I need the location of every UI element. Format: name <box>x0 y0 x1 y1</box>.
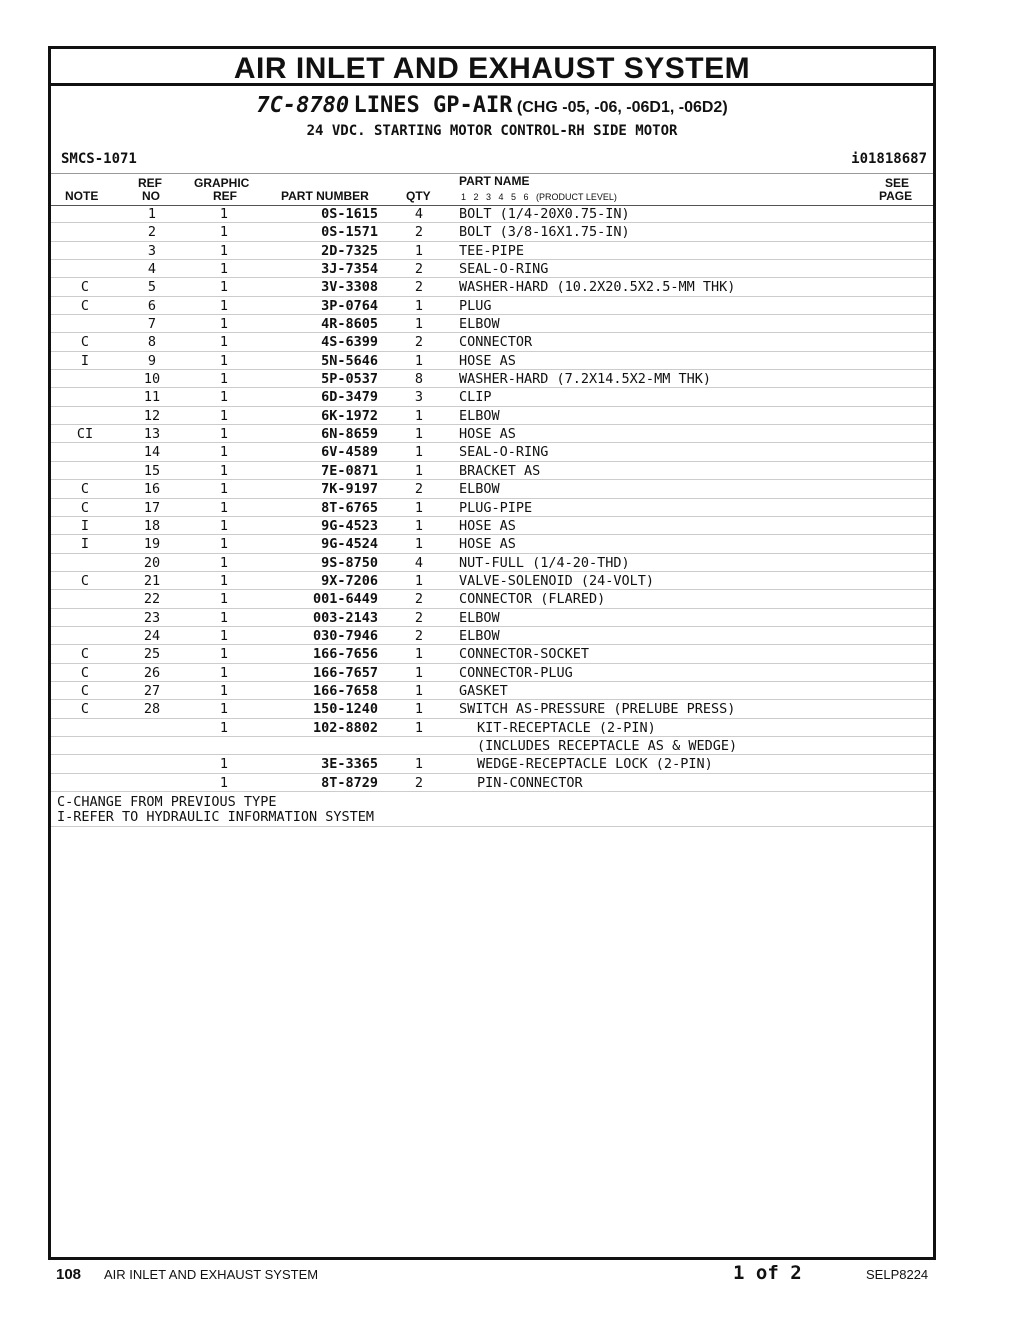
part-name-cell: CONNECTOR-SOCKET <box>459 646 590 663</box>
part-number-cell: 6D-3479 <box>321 389 378 406</box>
part-number-cell: 030-7946 <box>312 627 378 644</box>
ref-no-cell: 13 <box>143 426 161 443</box>
qty-cell: 1 <box>414 756 424 773</box>
table-row <box>51 480 933 498</box>
ref-no-cell: 11 <box>143 389 161 406</box>
note-cell: C <box>80 279 90 296</box>
group-part-number: 7C-8780 <box>256 93 350 118</box>
table-row <box>51 407 933 425</box>
part-name-cell: HOSE AS <box>459 352 516 369</box>
table-row <box>51 609 933 627</box>
part-name-cell: HOSE AS <box>459 517 516 534</box>
qty-cell: 1 <box>414 316 424 333</box>
note-cell: CI <box>76 426 94 443</box>
part-name-cell: ELBOW <box>459 627 500 644</box>
part-name-cell: ELBOW <box>459 316 500 333</box>
part-number-cell: 001-6449 <box>312 591 378 608</box>
qty-cell: 1 <box>414 499 424 516</box>
col-part-number: PART NUMBER <box>281 189 369 203</box>
part-name-cell: CLIP <box>459 389 492 406</box>
part-name-cell: SWITCH AS-PRESSURE (PRELUBE PRESS) <box>459 701 736 718</box>
part-number-cell: 166-7656 <box>312 646 378 663</box>
part-name-cell: NUT-FULL (1/4-20-THD) <box>459 554 630 571</box>
table-row <box>51 333 933 351</box>
part-number-cell: 6K-1972 <box>321 407 378 424</box>
table-row <box>51 443 933 461</box>
qty-cell: 1 <box>414 352 424 369</box>
table-row <box>51 352 933 370</box>
part-number-cell: 7E-0871 <box>321 462 378 479</box>
graphic-ref-cell: 1 <box>219 719 229 736</box>
graphic-ref-cell: 1 <box>219 444 229 461</box>
note-cell: C <box>80 481 90 498</box>
part-name-cell: HOSE AS <box>459 536 516 553</box>
graphic-ref-cell: 1 <box>219 261 229 278</box>
ref-no-cell: 2 <box>147 224 157 241</box>
ref-no-cell: 19 <box>143 536 161 553</box>
graphic-ref-cell: 1 <box>219 756 229 773</box>
graphic-ref-cell: 1 <box>219 627 229 644</box>
footer-section-title: AIR INLET AND EXHAUST SYSTEM <box>104 1267 319 1282</box>
part-name-cell: KIT-RECEPTACLE (2-PIN) <box>477 719 656 736</box>
qty-cell: 1 <box>414 444 424 461</box>
table-row <box>51 645 933 663</box>
note-cell: C <box>80 664 90 681</box>
part-number-cell: 166-7658 <box>312 682 378 699</box>
table-row <box>51 370 933 388</box>
ref-no-cell: 5 <box>147 279 157 296</box>
part-name-cell: ELBOW <box>459 407 500 424</box>
table-row <box>51 388 933 406</box>
part-number-cell: 3J-7354 <box>321 261 378 278</box>
illustration-id: i01818687 <box>851 151 927 167</box>
part-name-cell: ELBOW <box>459 481 500 498</box>
part-number-cell: 3P-0764 <box>321 297 378 314</box>
part-number-cell: 7K-9197 <box>321 481 378 498</box>
table-row <box>51 719 933 737</box>
note-cell: C <box>80 297 90 314</box>
col-graphic-bottom: REF <box>213 189 237 203</box>
graphic-ref-cell: 1 <box>219 554 229 571</box>
qty-cell: 2 <box>414 481 424 498</box>
ref-no-cell: 6 <box>147 297 157 314</box>
qty-cell: 2 <box>414 334 424 351</box>
ref-no-cell: 22 <box>143 591 161 608</box>
note-cell: I <box>80 517 90 534</box>
table-row <box>51 462 933 480</box>
table-header <box>51 173 933 206</box>
table-row <box>51 278 933 296</box>
col-qty: QTY <box>406 189 431 203</box>
ref-no-cell: 28 <box>143 701 161 718</box>
part-name-cell: PIN-CONNECTOR <box>477 774 583 791</box>
part-number-cell: 9S-8750 <box>321 554 378 571</box>
note-change: C-CHANGE FROM PREVIOUS TYPE <box>57 794 277 810</box>
ref-no-cell: 7 <box>147 316 157 333</box>
qty-cell: 2 <box>414 609 424 626</box>
note-cell: C <box>80 682 90 699</box>
ref-no-cell: 8 <box>147 334 157 351</box>
part-name-cell: WASHER-HARD (7.2X14.5X2-MM THK) <box>459 371 711 388</box>
part-number-cell: 8T-8729 <box>321 774 378 791</box>
parts-table-body <box>51 205 933 792</box>
qty-cell: 2 <box>414 591 424 608</box>
table-row <box>51 590 933 608</box>
note-cell: C <box>80 499 90 516</box>
col-see-top: SEE <box>885 176 910 190</box>
qty-cell: 4 <box>414 554 424 571</box>
ref-no-cell: 3 <box>147 242 157 259</box>
sheet-indicator: 1 of 2 <box>733 1262 802 1284</box>
graphic-ref-cell: 1 <box>219 389 229 406</box>
part-name-cell: (INCLUDES RECEPTACLE AS & WEDGE) <box>477 737 738 754</box>
qty-cell: 8 <box>414 371 424 388</box>
part-name-cell: PLUG <box>459 297 492 314</box>
part-number-cell: 0S-1615 <box>321 206 378 222</box>
ref-no-cell: 1 <box>147 206 157 222</box>
ref-no-cell: 10 <box>143 371 161 388</box>
graphic-ref-cell: 1 <box>219 481 229 498</box>
page-title: AIR INLET AND EXHAUST SYSTEM <box>51 49 933 86</box>
graphic-ref-cell: 1 <box>219 224 229 241</box>
graphic-ref-cell: 1 <box>219 517 229 534</box>
note-cell: I <box>80 352 90 369</box>
table-row <box>51 425 933 443</box>
qty-cell: 1 <box>414 407 424 424</box>
ref-no-cell: 12 <box>143 407 161 424</box>
part-name-cell: BOLT (1/4-20X0.75-IN) <box>459 206 630 222</box>
part-name-cell: SEAL-O-RING <box>459 444 549 461</box>
ref-no-cell: 4 <box>147 261 157 278</box>
ref-no-cell: 24 <box>143 627 161 644</box>
qty-cell: 1 <box>414 536 424 553</box>
qty-cell: 1 <box>414 242 424 259</box>
ref-no-cell: 27 <box>143 682 161 699</box>
ref-no-cell: 21 <box>143 572 161 589</box>
table-row <box>51 205 933 223</box>
graphic-ref-cell: 1 <box>219 572 229 589</box>
smcs-code: SMCS-1071 <box>61 151 137 167</box>
ref-no-cell: 20 <box>143 554 161 571</box>
part-number-cell: 9X-7206 <box>321 572 378 589</box>
part-number-cell: 150-1240 <box>312 701 378 718</box>
col-graphic-top: GRAPHIC <box>194 176 250 190</box>
table-row <box>51 737 933 755</box>
ref-no-cell: 23 <box>143 609 161 626</box>
ref-no-cell: 18 <box>143 517 161 534</box>
part-name-cell: BRACKET AS <box>459 462 541 479</box>
part-number-cell: 0S-1571 <box>321 224 378 241</box>
qty-cell: 1 <box>414 664 424 681</box>
qty-cell: 1 <box>414 682 424 699</box>
part-number-cell: 6N-8659 <box>321 426 378 443</box>
qty-cell: 4 <box>414 206 424 222</box>
table-row <box>51 664 933 682</box>
ref-no-cell: 26 <box>143 664 161 681</box>
part-number-cell: 6V-4589 <box>321 444 378 461</box>
table-row <box>51 260 933 278</box>
part-name-cell: CONNECTOR (FLARED) <box>459 591 606 608</box>
note-cell: C <box>80 572 90 589</box>
qty-cell: 2 <box>414 627 424 644</box>
graphic-ref-cell: 1 <box>219 774 229 791</box>
ref-no-cell: 9 <box>147 352 157 369</box>
note-hydraulic: I-REFER TO HYDRAULIC INFORMATION SYSTEM <box>57 809 374 825</box>
graphic-ref-cell: 1 <box>219 646 229 663</box>
col-part-name: PART NAME <box>459 174 530 188</box>
graphic-ref-cell: 1 <box>219 316 229 333</box>
table-row <box>51 755 933 773</box>
graphic-ref-cell: 1 <box>219 701 229 718</box>
graphic-ref-cell: 1 <box>219 297 229 314</box>
table-row <box>51 499 933 517</box>
publication-number: SELP8224 <box>866 1267 929 1282</box>
col-note: NOTE <box>65 189 99 203</box>
graphic-ref-cell: 1 <box>219 407 229 424</box>
qty-cell: 1 <box>414 701 424 718</box>
group-heading <box>51 93 933 118</box>
part-name-cell: BOLT (3/8-16X1.75-IN) <box>459 224 630 241</box>
table-row <box>51 242 933 260</box>
graphic-ref-cell: 1 <box>219 334 229 351</box>
part-name-cell: PLUG-PIPE <box>459 499 533 516</box>
qty-cell: 1 <box>414 719 424 736</box>
part-name-cell: HOSE AS <box>459 426 516 443</box>
group-part-name: LINES GP-AIR <box>353 93 513 118</box>
ref-no-cell: 17 <box>143 499 161 516</box>
graphic-ref-cell: 1 <box>219 664 229 681</box>
graphic-ref-cell: 1 <box>219 371 229 388</box>
parts-list-frame <box>48 46 936 1260</box>
qty-cell: 2 <box>414 261 424 278</box>
qty-cell: 2 <box>414 224 424 241</box>
ref-no-cell: 14 <box>143 444 161 461</box>
graphic-ref-cell: 1 <box>219 536 229 553</box>
graphic-ref-cell: 1 <box>219 426 229 443</box>
table-row <box>51 517 933 535</box>
graphic-ref-cell: 1 <box>219 242 229 259</box>
graphic-ref-cell: 1 <box>219 609 229 626</box>
table-row <box>51 297 933 315</box>
table-row <box>51 315 933 333</box>
notes-legend <box>57 795 374 825</box>
qty-cell: 1 <box>414 646 424 663</box>
part-number-cell: 166-7657 <box>312 664 378 681</box>
notes-divider <box>51 826 933 827</box>
part-name-cell: GASKET <box>459 682 508 699</box>
part-number-cell: 8T-6765 <box>321 499 378 516</box>
graphic-ref-cell: 1 <box>219 499 229 516</box>
ref-no-cell: 15 <box>143 462 161 479</box>
part-name-cell: CONNECTOR-PLUG <box>459 664 573 681</box>
qty-cell: 2 <box>414 279 424 296</box>
part-name-cell: TEE-PIPE <box>459 242 525 259</box>
col-product-levels: 1 2 3 4 5 6 (PRODUCT LEVEL) <box>461 192 617 202</box>
part-number-cell: 003-2143 <box>312 609 378 626</box>
part-number-cell: 4S-6399 <box>321 334 378 351</box>
part-name-cell: ELBOW <box>459 609 500 626</box>
group-description: 24 VDC. STARTING MOTOR CONTROL-RH SIDE MOTOR <box>306 123 678 139</box>
ref-no-cell: 16 <box>143 481 161 498</box>
note-cell: I <box>80 536 90 553</box>
table-row <box>51 700 933 718</box>
part-number-cell: 9G-4524 <box>321 536 378 553</box>
part-number-cell: 102-8802 <box>312 719 378 736</box>
part-number-cell: 4R-8605 <box>321 316 378 333</box>
part-name-cell: VALVE-SOLENOID (24-VOLT) <box>459 572 655 589</box>
part-name-cell: WASHER-HARD (10.2X20.5X2.5-MM THK) <box>459 279 736 296</box>
qty-cell: 1 <box>414 297 424 314</box>
note-cell: C <box>80 334 90 351</box>
graphic-ref-cell: 1 <box>219 591 229 608</box>
graphic-ref-cell: 1 <box>219 279 229 296</box>
note-cell: C <box>80 646 90 663</box>
qty-cell: 1 <box>414 517 424 534</box>
qty-cell: 3 <box>414 389 424 406</box>
table-row <box>51 554 933 572</box>
part-name-cell: SEAL-O-RING <box>459 261 549 278</box>
graphic-ref-cell: 1 <box>219 682 229 699</box>
part-number-cell: 5P-0537 <box>321 371 378 388</box>
part-number-cell: 3E-3365 <box>321 756 378 773</box>
graphic-ref-cell: 1 <box>219 352 229 369</box>
qty-cell: 1 <box>414 572 424 589</box>
col-see-bottom: PAGE <box>879 189 913 203</box>
table-row <box>51 627 933 645</box>
part-name-cell: WEDGE-RECEPTACLE LOCK (2-PIN) <box>477 756 713 773</box>
ref-no-cell: 25 <box>143 646 161 663</box>
table-row <box>51 774 933 792</box>
table-row <box>51 572 933 590</box>
part-name-cell: CONNECTOR <box>459 334 533 351</box>
graphic-ref-cell: 1 <box>219 206 229 222</box>
change-levels: (CHG -05, -06, -06D1, -06D2) <box>516 99 728 116</box>
note-cell: C <box>80 701 90 718</box>
page-footer <box>0 1262 1020 1286</box>
qty-cell: 1 <box>414 462 424 479</box>
part-number-cell: 5N-5646 <box>321 352 378 369</box>
part-number-cell: 2D-7325 <box>321 242 378 259</box>
col-ref-bottom: NO <box>142 189 160 203</box>
table-row <box>51 535 933 553</box>
qty-cell: 2 <box>414 774 424 791</box>
qty-cell: 1 <box>414 426 424 443</box>
table-row <box>51 682 933 700</box>
graphic-ref-cell: 1 <box>219 462 229 479</box>
table-row <box>51 223 933 241</box>
page-number: 108 <box>56 1266 82 1283</box>
part-number-cell: 9G-4523 <box>321 517 378 534</box>
part-number-cell: 3V-3308 <box>321 279 378 296</box>
col-ref-top: REF <box>138 176 162 190</box>
